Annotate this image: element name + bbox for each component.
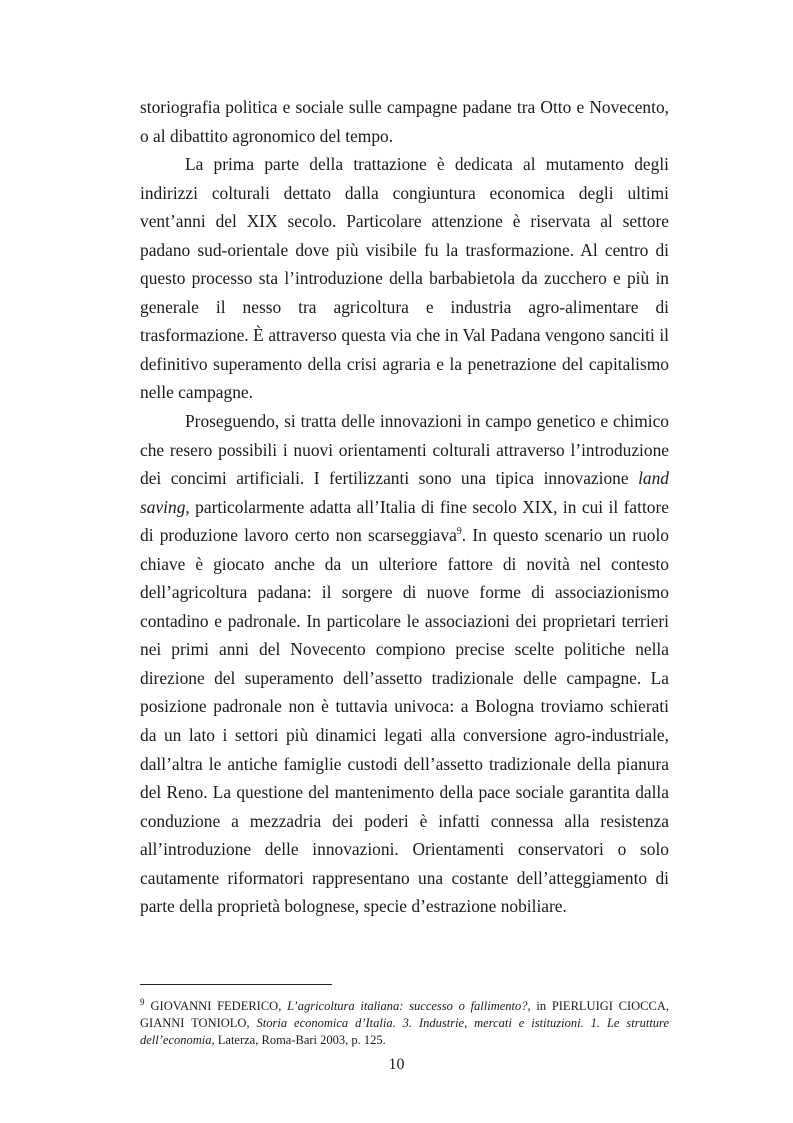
footnote-middle: , in PIERLUIGI CIOCCA, GIANNI TONIOLO, (140, 999, 669, 1030)
paragraph-3 (140, 407, 669, 921)
paragraph-3-text-b: , particolarmente adatta all’Italia di fine secolo XIX, in cui il fattore di produzione lavoro certo non scarseggiava (140, 496, 669, 546)
land-saving-term: land saving (140, 468, 669, 517)
page-number: 10 (388, 1056, 405, 1073)
body-text (140, 93, 669, 921)
footnote-separator (140, 984, 332, 985)
paragraph-3-text-c: . In questo scenario un ruolo chiave è giocato anche da un ulteriore fattore di novità nel contesto dell’agricoltura padana: il sorgere di nuove forme di associazionismo contadino e padronale. In particolare le associazioni dei proprietari terrieri nei primi anni del Novecento compiono precise scelte politiche nella direzione del superamento dell’assetto tradizionale delle campagne. La posizione padronale non è tuttavia univoca: a Bologna troviamo schierati da un lato i settori più dinamici legati alla conversione agro-industriale, dall’altra le antiche famiglie custodi dell’assetto tradizionale della pianura del Reno. La questione del mantenimento della pace sociale garantita dalla conduzione a mezzadria dei poderi è infatti connessa alla resistenza all’introduzione delle innovazioni. Orientamenti conservatori o solo cautamente riformatori rappresentano una costante dell’atteggiamento di parte della proprietà bolognese, specie d’estrazione nobiliare. (140, 525, 669, 917)
footnote-number: 9 (140, 997, 145, 1007)
footnote (140, 994, 669, 1049)
footnote-title-1: L’agricoltura italiana: successo o fallimento? (287, 999, 528, 1013)
footnote-tail: , Laterza, Roma-Bari 2003, p. 125. (211, 1033, 386, 1047)
footnote-author: GIOVANNI FEDERICO, (150, 999, 288, 1013)
footnote-reference[interactable]: 9 (456, 526, 462, 538)
paragraph-1: storiografia politica e sociale sulle campagne padane tra Otto e Novecento, o al dibattito agronomico del tempo. (140, 97, 669, 146)
paragraph-3-text-a: Proseguendo, si tratta delle innovazioni in campo genetico e chimico che resero possibili i nuovi orientamenti colturali attraverso l’introduzione dei concimi artificiali. I fertilizzanti sono una tipica innovazione (140, 411, 669, 489)
paragraph-2: La prima parte della trattazione è dedicata al mutamento degli indirizzi colturali dettato dalla congiuntura economica degli ultimi vent’anni del XIX secolo. Particolare attenzione è riservata al settore padano sud-orientale dove più visibile fu la trasformazione. Al centro di questo processo sta l’introduzione della barbabietola da zucchero e più in generale il nesso tra agricoltura e industria agro-alimentare di trasformazione. È attraverso questa via che in Val Padana vengono sanciti il definitivo superamento della crisi agraria e la penetrazione del capitalismo nelle campagne. (140, 154, 669, 403)
footnote-title-2: Storia economica d’Italia. 3. Industrie, mercati e istituzioni. 1. Le strutture dell’economia (140, 1016, 670, 1047)
